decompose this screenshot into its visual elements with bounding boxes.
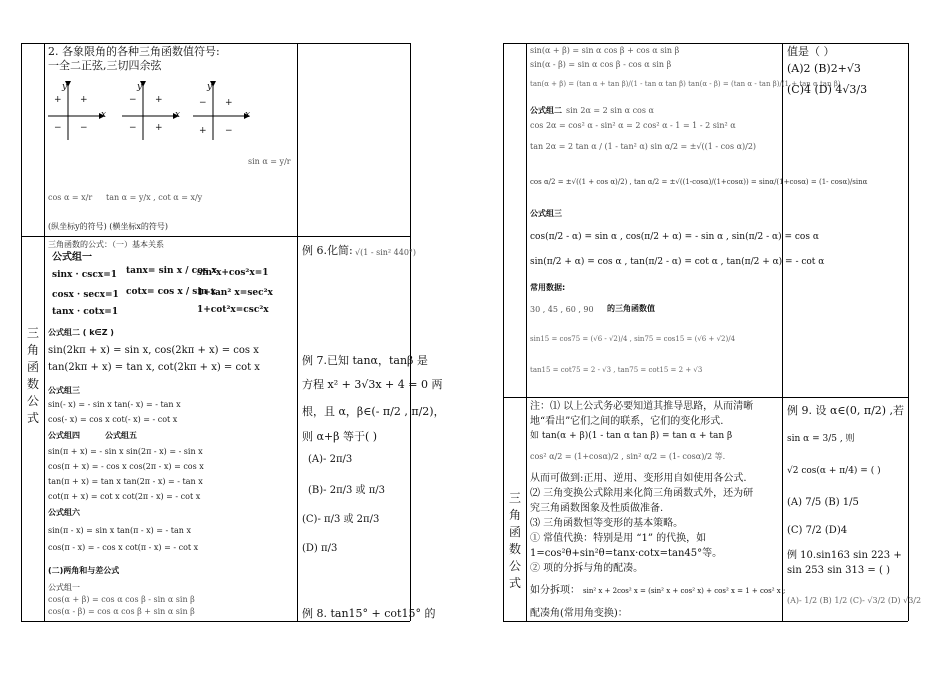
group1-title: 公式组一 bbox=[52, 252, 92, 263]
diagram3-y: y bbox=[207, 82, 213, 92]
right-group2-title: 公式组二 bbox=[530, 106, 562, 115]
note-11: ② 项的分拆与角的配凑。 bbox=[530, 563, 644, 574]
signs-mnemonic: 一全二正弦,三切四余弦 bbox=[48, 59, 162, 72]
note-2: 地“看出”它们之间的联系，它们的变化形式. bbox=[530, 416, 724, 427]
note-12-expr: sin² x + 2cos² x = (sin² x + cos² x) + cos² x = 1 + cos² x ; bbox=[583, 587, 786, 595]
right-section-label: 三角函数公式 bbox=[508, 491, 521, 590]
group6-line1: sin(π - x) = sin x tan(π - x) = - tan x bbox=[48, 526, 191, 535]
group4-title: 公式组四 bbox=[48, 431, 80, 440]
note-8: ⑶ 三角函数恒等变形的基本策略。 bbox=[530, 518, 684, 529]
example-9-option-cd: (C) 7/2 (D)4 bbox=[787, 525, 848, 536]
example-9-line2: sin α = 3/5 , 则 bbox=[787, 434, 855, 444]
example-6-expr: √(1 - sin² 440°) bbox=[355, 248, 417, 257]
sin-diff: sin(α - β) = sin α cos β - cos α sin β bbox=[530, 60, 672, 69]
example-7-option-c: (C)- π/3 或 2π/3 bbox=[302, 514, 380, 525]
example-6: 例 6.化简: bbox=[302, 244, 353, 257]
example-9-line1: 例 9. 设 α∈(0, π/2) ,若 bbox=[787, 404, 905, 417]
group2-line1: sin(2kπ + x) = sin x, cos(2kπ + x) = cos x bbox=[48, 345, 259, 356]
basic-relations-title: 三角函数的公式：（一）基本关系 bbox=[48, 240, 164, 249]
diagram1-x: x bbox=[101, 110, 107, 120]
note-7: 究三角函数图象及性质做准备. bbox=[530, 503, 664, 514]
tan-sum-diff: tan(α + β) = (tan α + tan β)/(1 - tan α tan β) tan(α - β) = (tan α - tan β)/(1 + tan α tan β) bbox=[530, 80, 841, 88]
group2-line2: tan(2kπ + x) = tan x, cot(2kπ + x) = cot x bbox=[48, 362, 260, 373]
note-9: ① 常值代换：特别是用 “1” 的代换，如 bbox=[530, 533, 707, 544]
diagram2-y: y bbox=[137, 82, 143, 92]
example-10-line1: 例 10.sin163 sin 223 + bbox=[787, 550, 902, 561]
sumdiff-line1: cos(α + β) = cos α cos β - sin α sin β bbox=[48, 595, 195, 604]
common-angles: 30 , 45 , 60 , 90 bbox=[530, 305, 594, 314]
diagram2-q2: − bbox=[129, 95, 137, 105]
common-values-tan: tan15 = cot75 = 2 - √3 , tan75 = cot15 = 2 + √3 bbox=[530, 366, 703, 374]
example-9-line3: √2 cos(α + π/4) = ( ) bbox=[787, 466, 881, 476]
group3-line2: cos(- x) = cos x cot(- x) = - cot x bbox=[48, 415, 178, 424]
diagram3-q3: + bbox=[199, 126, 207, 136]
diagram2-q3: − bbox=[129, 123, 137, 133]
group1-f6: 1+tan² x=sec²x bbox=[197, 288, 273, 298]
note-4: cos² α/2 = (1+cosα)/2 , sin² α/2 = (1- cosα)/2 等. bbox=[530, 452, 726, 461]
example-8-option-cd: (C)4 (D) 4√3/3 bbox=[787, 83, 868, 96]
diagram1-q3: − bbox=[54, 123, 62, 133]
note-10: 1=cos²θ+sin²θ=tanx·cotx=tan45°等。 bbox=[530, 548, 723, 559]
example-7-line2: 方程 x² + 3√3x + 4 = 0 两 bbox=[302, 378, 443, 391]
example-8: 例 8. tan15° + cot15° 的 bbox=[302, 607, 436, 620]
common-values-sin: sin15 = cos75 = (√6 - √2)/4 , sin75 = cos15 = (√6 + √2)/4 bbox=[530, 335, 736, 343]
note-12: 如分拆项： bbox=[530, 585, 580, 596]
group1-f3: sin²x+cos²x=1 bbox=[197, 268, 269, 278]
group45-line2: cos(π + x) = - cos x cos(2π - x) = cos x bbox=[48, 462, 204, 471]
quadrant-sign-diagrams bbox=[46, 80, 296, 150]
example-7-option-b: (B)- 2π/3 或 π/3 bbox=[308, 485, 386, 496]
axis-sign-note: (纵坐标y的符号) (横坐标x的符号) bbox=[48, 222, 169, 231]
example-7-line4: 则 α+β 等于( ) bbox=[302, 430, 378, 443]
diagram3-q1: + bbox=[225, 98, 233, 108]
cos-definition: cos α = x/r bbox=[48, 193, 93, 202]
group3-line1: sin(- x) = - sin x tan(- x) = - tan x bbox=[48, 400, 181, 409]
group1-f5: cotx= cos x / sin x bbox=[126, 287, 216, 297]
common-data-title: 常用数据: bbox=[530, 283, 566, 292]
group2-title: 公式组二 ( k∈Z ) bbox=[48, 328, 114, 337]
common-angles-label: 的三角函数值 bbox=[607, 304, 655, 313]
diagram1-q2: + bbox=[54, 95, 62, 105]
example-8-option-ab: (A)2 (B)2+√3 bbox=[787, 62, 861, 75]
group1-f2: tanx= sin x / cos x bbox=[126, 266, 217, 276]
group6-line2: cos(π - x) = - cos x cot(π - x) = - cot x bbox=[48, 543, 199, 552]
group5-title: 公式组五 bbox=[105, 431, 137, 440]
double-angle-cos: cos 2α = cos² α - sin² α = 2 cos² α - 1 = 1 - 2 sin² α bbox=[530, 121, 736, 130]
diagram3-q2: − bbox=[199, 98, 207, 108]
sumdiff-group-title: 公式组一 bbox=[48, 583, 80, 592]
double-angle-tan: tan 2α = 2 tan α / (1 - tan² α) sin α/2 = ±√((1 - cos α)/2) bbox=[530, 142, 757, 151]
example-7-line3: 根，且 α，β∈(- π/2 , π/2)， bbox=[302, 405, 445, 418]
diagram3-x: x bbox=[245, 110, 251, 120]
group3-title: 公式组三 bbox=[48, 386, 80, 395]
group1-f4: cosx · secx=1 bbox=[52, 290, 119, 300]
sumdiff-line2: cos(α - β) = cos α cos β + sin α sin β bbox=[48, 607, 195, 616]
group45-line3: tan(π + x) = tan x tan(2π - x) = - tan x bbox=[48, 477, 203, 486]
group1-f1: sinx · cscx=1 bbox=[52, 270, 117, 280]
note-5: 从而可做到:正用、逆用、变形用自如使用各公式. bbox=[530, 473, 747, 484]
example-10-options: (A)- 1/2 (B) 1/2 (C)- √3/2 (D) √3/2 bbox=[787, 596, 922, 605]
group1-f7: tanx · cotx=1 bbox=[52, 307, 119, 317]
diagram1-q1: + bbox=[80, 95, 88, 105]
example-9-option-ab: (A) 7/5 (B) 1/5 bbox=[787, 497, 859, 508]
note-13: 配凑角(常用角变换)： bbox=[530, 608, 628, 619]
half-angle: cos α/2 = ±√((1 + cos α)/2) , tan α/2 = ±√((1-cosα)/(1+cosα)) = sinα/(1+cosα) = (1- cosα)/sinα bbox=[530, 178, 868, 186]
example-10-line2: sin 253 sin 313 = ( ) bbox=[787, 565, 890, 576]
section-label-trig-formulas: 三角函数公式 bbox=[26, 326, 39, 425]
sumdiff-title: (二)两角和与差公式 bbox=[48, 566, 120, 575]
cofunction-line2: sin(π/2 + α) = cos α , tan(π/2 - α) = cot α , tan(π/2 + α) = - cot α bbox=[530, 257, 825, 267]
cofunction-line1: cos(π/2 - α) = sin α , cos(π/2 + α) = - sin α , sin(π/2 - α) = cos α bbox=[530, 232, 819, 242]
group45-line1: sin(π + x) = - sin x sin(2π - x) = - sin x bbox=[48, 447, 203, 456]
double-angle-sin: sin 2α = 2 sin α cos α bbox=[566, 106, 654, 115]
diagram1-q4: − bbox=[80, 123, 88, 133]
signs-title: 2. 各象限角的各种三角函数值符号: bbox=[48, 45, 220, 58]
diagram2-q4: + bbox=[155, 123, 163, 133]
example-8-continued: 值是（ ） bbox=[787, 45, 835, 58]
note-6: ⑵ 三角变换公式除用来化简三角函数式外，还为研 bbox=[530, 488, 754, 499]
diagram1-y: y bbox=[62, 82, 68, 92]
right-group3-title: 公式组三 bbox=[530, 209, 562, 218]
tan-cot-definition: tan α = y/x , cot α = x/y bbox=[106, 193, 203, 202]
sin-definition: sin α = y/r bbox=[248, 157, 291, 166]
group6-title: 公式组六 bbox=[48, 508, 80, 517]
sin-sum: sin(α + β) = sin α cos β + cos α sin β bbox=[530, 46, 680, 55]
note-3: 如 tan(α + β)(1 - tan α tan β) = tan α + tan β bbox=[530, 431, 733, 441]
diagram2-q1: + bbox=[155, 95, 163, 105]
example-7-option-a: (A)- 2π/3 bbox=[308, 454, 353, 465]
diagram2-x: x bbox=[175, 110, 181, 120]
group45-line4: cot(π + x) = cot x cot(2π - x) = - cot x bbox=[48, 492, 201, 501]
example-7-line1: 例 7.已知 tanα，tanβ 是 bbox=[302, 354, 428, 367]
diagram3-q4: − bbox=[225, 126, 233, 136]
group1-f8: 1+cot²x=csc²x bbox=[197, 305, 269, 315]
note-1: 注：⑴ 以上公式务必要知道其推导思路，从而清晰 bbox=[530, 401, 754, 412]
example-7-option-d: (D) π/3 bbox=[302, 543, 338, 554]
